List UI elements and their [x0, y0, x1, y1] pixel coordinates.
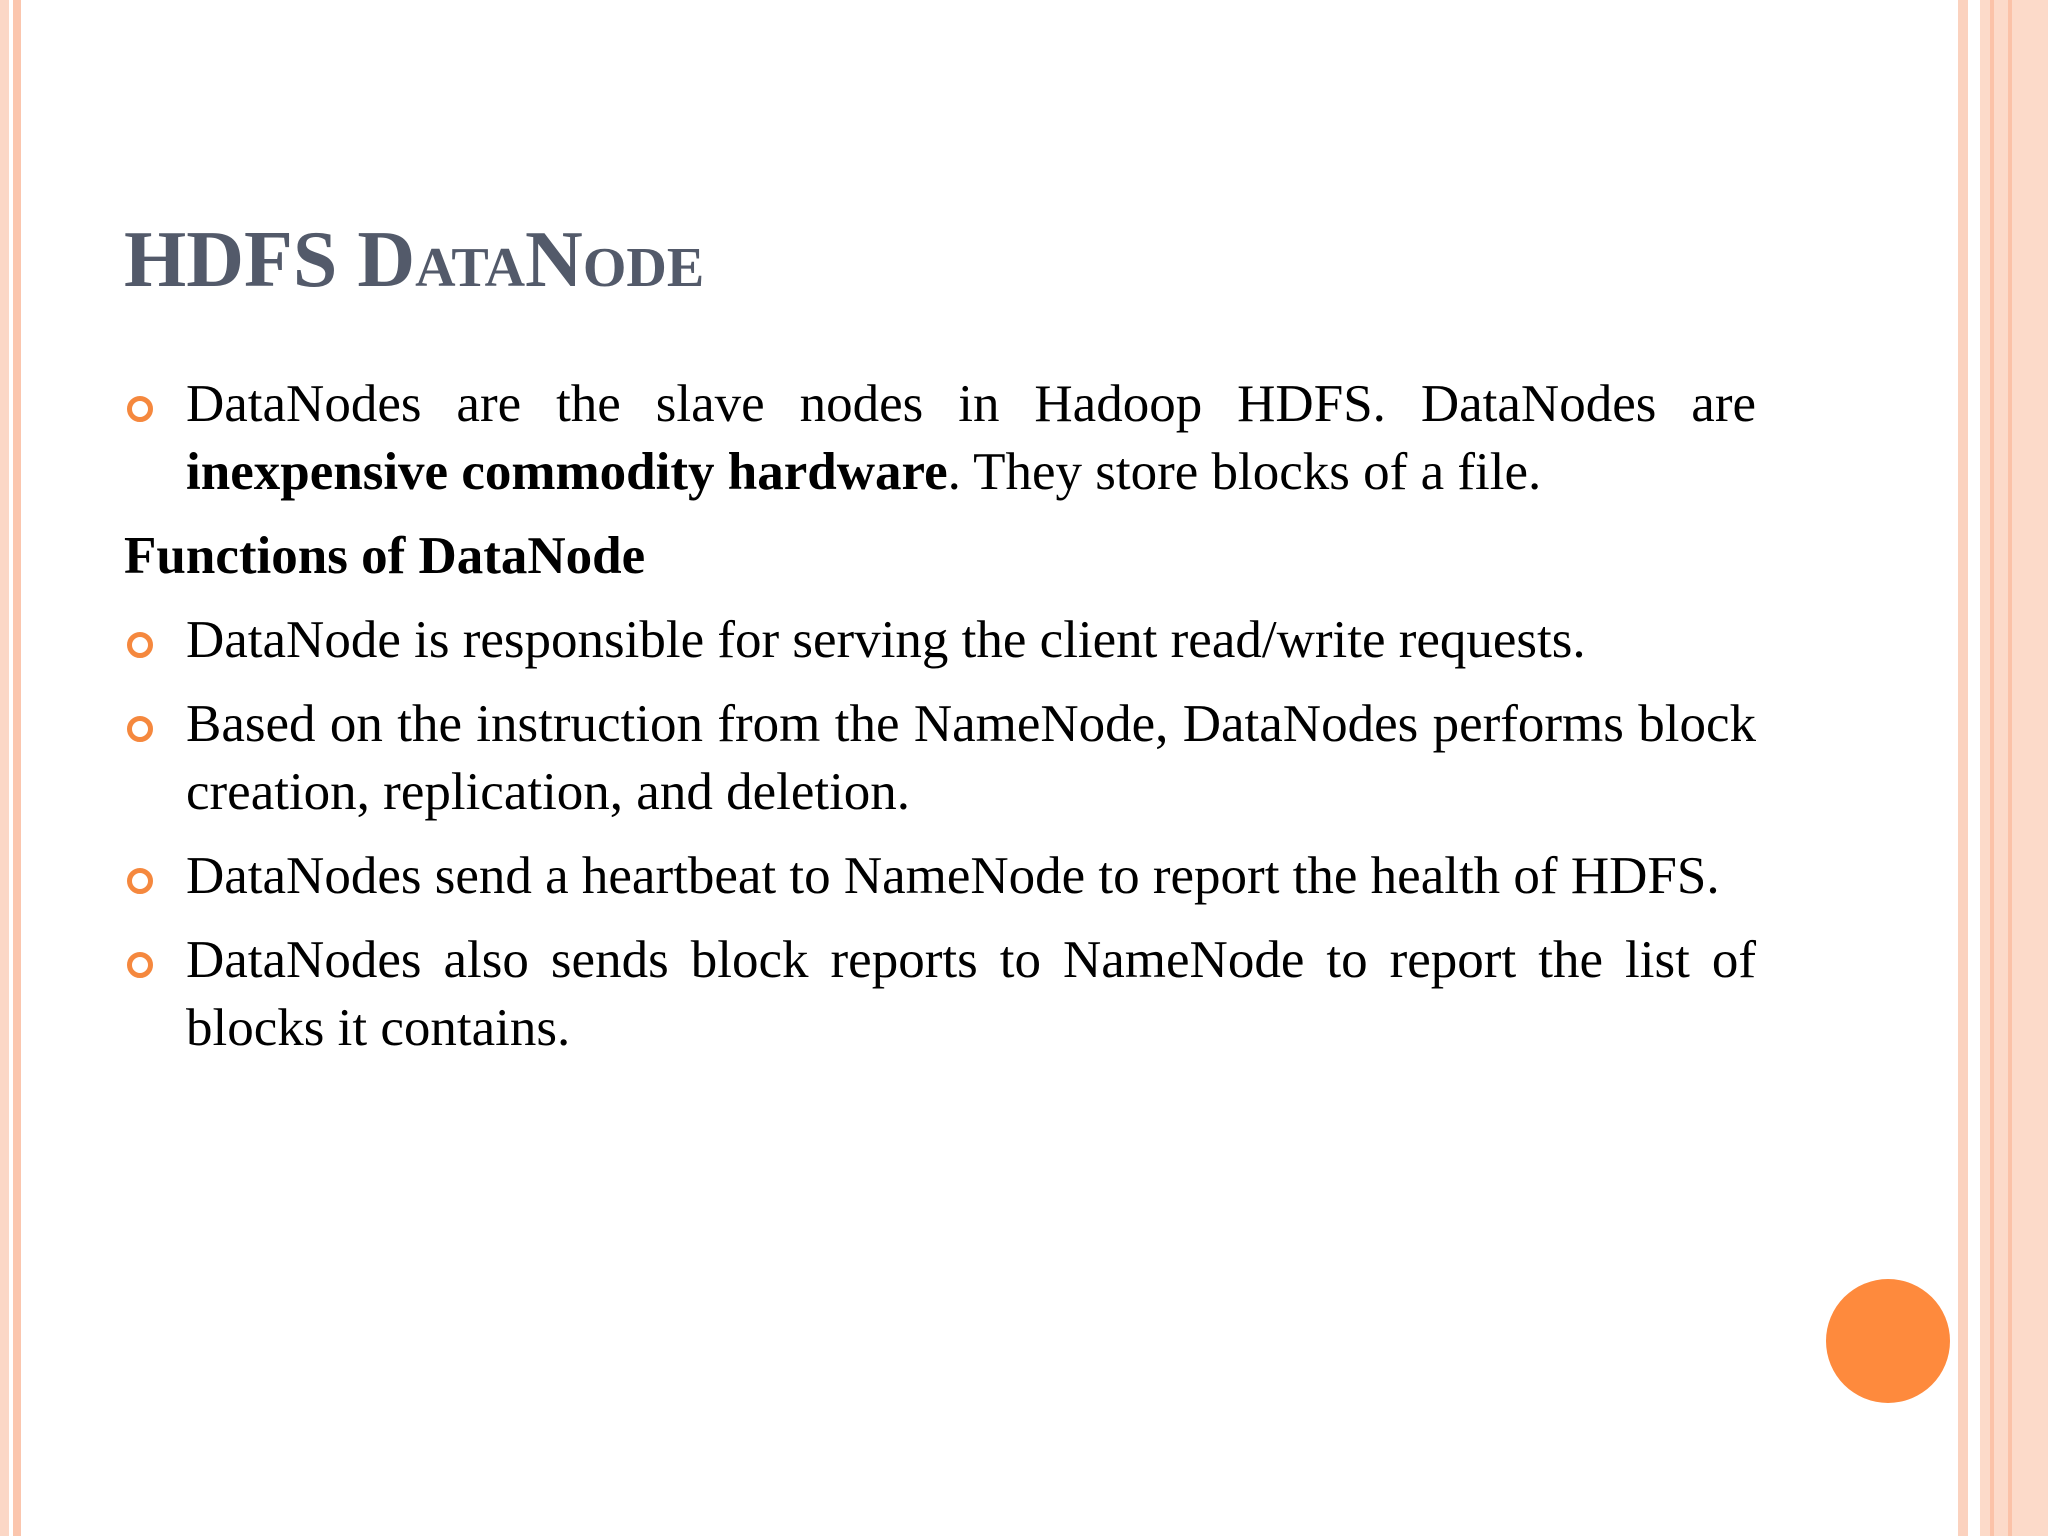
- bullet-ring-icon: [127, 952, 153, 978]
- left-border-stripe-outer: [0, 0, 9, 1536]
- right-border-stripe-a: [1958, 0, 1968, 1536]
- bullet-ring-icon: [127, 716, 153, 742]
- decorative-orange-circle: [1826, 1279, 1950, 1403]
- intro-text-part2: . They store blocks of a file.: [947, 443, 1542, 501]
- right-border-stripe-c: [1990, 0, 1994, 1536]
- left-border-stripe-inner: [13, 0, 21, 1536]
- intro-text-bold: inexpensive commodity hardware: [186, 443, 948, 501]
- right-border-stripe-d: [2008, 0, 2012, 1536]
- slide-content: [124, 370, 1756, 1078]
- function-text-3: DataNodes send a heartbeat to NameNode to report the health of HDFS.: [186, 847, 1720, 905]
- function-text-2: Based on the instruction from the NameNode, DataNodes performs block creation, replication, and deletion.: [186, 695, 1756, 821]
- function-bullet-3: [124, 842, 1756, 910]
- function-text-1: DataNode is responsible for serving the client read/write requests.: [186, 611, 1586, 669]
- function-bullet-1: [124, 606, 1756, 674]
- function-text-4: DataNodes also sends block reports to NameNode to report the list of blocks it contains.: [186, 931, 1756, 1057]
- bullet-ring-icon: [127, 396, 153, 422]
- bullet-ring-icon: [127, 868, 153, 894]
- bullet-ring-icon: [127, 632, 153, 658]
- function-bullet-4: [124, 926, 1756, 1062]
- function-bullet-2: [124, 690, 1756, 826]
- intro-text-part1: DataNodes are the slave nodes in Hadoop HDFS. DataNodes are: [186, 375, 1756, 433]
- slide-title: HDFS DataNode: [124, 216, 705, 304]
- functions-heading: Functions of DataNode: [124, 527, 646, 585]
- intro-bullet: [124, 370, 1756, 506]
